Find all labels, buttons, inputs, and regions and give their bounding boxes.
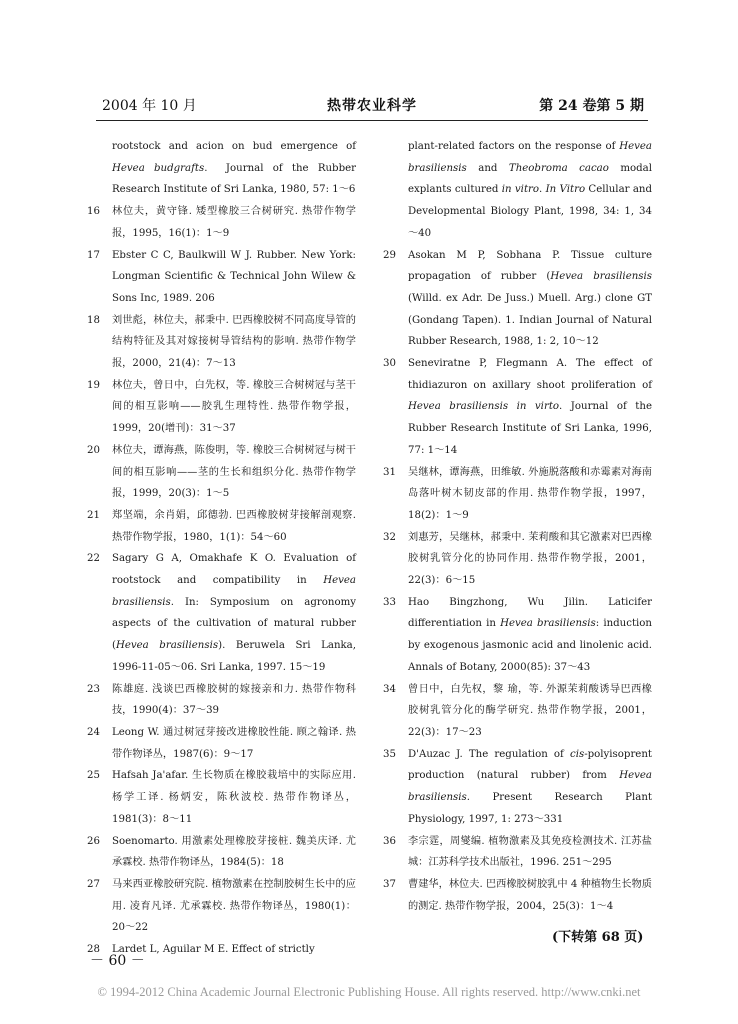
reference-text: Ebster C C, Baulkwill W J. Rubber. New York: Longman Scientific & Technical John Wilew & Sons Inc, 1989. 206 xyxy=(112,249,356,304)
reference-31 xyxy=(380,462,652,527)
reference-text: D'Auzac J. The regulation of cis-polyisoprent production (natural rubber) from Hevea brasiliensis. Present Research Plant Physiology, 1997, 1: 273～331 xyxy=(408,748,652,825)
reference-text: 马来西亚橡胶研究院. 植物激素在控制胶树生长中的应用. 凌育凡译. 尤承霖校. 热带作物译丛，1980(1)：20～22 xyxy=(112,878,356,934)
running-header xyxy=(96,96,648,121)
page-number: － 60 － xyxy=(90,953,145,969)
reference-23 xyxy=(84,679,356,722)
reference-number: 23 xyxy=(87,683,100,695)
reference-21 xyxy=(84,505,356,548)
reference-text: 林位夫，黄守锋. 矮型橡胶三合树研究. 热带作物学报，1995，16(1)：1～9 xyxy=(112,206,356,239)
reference-text: 林位夫，曾日中，白先权，等. 橡胶三合树树冠与茎干间的相互影响——胶乳生理特性. 热带作物学报，1999，20(增刊)：31～37 xyxy=(112,379,356,435)
reference-text: 郑坚端，余肖娟，邱德勃. 巴西橡胶树芽接解剖观察. 热带作物学报，1980，1(1)：54～60 xyxy=(112,509,356,543)
reference-continuation xyxy=(380,136,652,245)
reference-text: 林位夫，谭海燕，陈俊明，等. 橡胶三合树树冠与树干间的相互影响——茎的生长和组织分化. 热带作物学报，1999，20(3)：1～5 xyxy=(112,444,356,500)
reference-number: 16 xyxy=(87,206,100,218)
reference-text: rootstock and acion on bud emergence of Hevea budgrafts. Journal of the Rubber Research Institute of Sri Lanka, 1980, 57: 1～6 xyxy=(112,141,356,196)
reference-number: 31 xyxy=(383,466,396,478)
reference-text: 李宗霆，周燮编. 植物激素及其免疫检测技术. 江苏盐城：江苏科学技术出版社，1996. 251～295 xyxy=(408,835,652,869)
reference-text: 刘惠芳，吴继林，郝秉中. 茉莉酸和其它激素对巴西橡胶树乳管分化的协同作用. 热带作物学报，2001，22(3)：6～15 xyxy=(408,531,652,587)
reference-column-left xyxy=(84,136,356,961)
reference-text: Leong W. 通过树冠芽接改进橡胶性能. 顾之翰译. 热带作物译丛，1987(6)：9～17 xyxy=(112,726,356,760)
reference-number: 37 xyxy=(383,878,396,890)
reference-number: 32 xyxy=(383,531,396,543)
reference-number: 26 xyxy=(87,835,100,847)
reference-36 xyxy=(380,831,652,874)
reference-30 xyxy=(380,353,652,462)
reference-32 xyxy=(380,527,652,592)
reference-number: 25 xyxy=(87,770,100,782)
copyright-footer: © 1994-2012 China Academic Journal Electronic Publishing House. All rights reserved. http://www.cnki.net xyxy=(97,985,641,999)
reference-number: 22 xyxy=(87,553,100,565)
reference-number: 18 xyxy=(87,314,100,326)
header-volume-issue: 第 24 卷第 5 期 xyxy=(539,98,644,114)
reference-27 xyxy=(84,874,356,939)
reference-number: 29 xyxy=(383,249,396,261)
reference-37 xyxy=(380,874,652,917)
reference-text: Lardet L, Aguilar M E. Effect of strictly xyxy=(112,944,315,956)
reference-20 xyxy=(84,440,356,505)
reference-16 xyxy=(84,201,356,244)
reference-text: Soenomarto. 用激素处理橡胶芽接桩. 魏美庆译. 尤承霖校. 热带作物译丛，1984(5)：18 xyxy=(112,835,356,869)
reference-18 xyxy=(84,310,356,375)
reference-text: 吴继林，谭海燕，田维敏. 外施脱落酸和赤霉素对海南岛落叶树木韧皮部的作用. 热带作物学报，1997，18(2)：1～9 xyxy=(408,466,652,521)
reference-text: 曾日中，白先权，黎 瑜，等. 外源茉莉酸诱导巴西橡胶树乳管分化的酶学研究. 热带作物学报，2001，22(3)：17～23 xyxy=(408,683,652,738)
reference-text: 陈雄庭. 浅谈巴西橡胶树的嫁接亲和力. 热带作物科技，1990(4)：37～39 xyxy=(112,683,356,717)
continued-note: (下转第 68 页) xyxy=(552,930,644,945)
reference-number: 19 xyxy=(87,379,100,391)
reference-column-right xyxy=(380,136,652,917)
reference-26 xyxy=(84,831,356,874)
reference-text: Asokan M P, Sobhana P. Tissue culture propagation of rubber (Hevea brasiliensis (Willd. ex Adr. De Juss.) Muell. Arg.) clone GT (Gondang Tapen). 1. Indian Journal of Natural Rubber Research, 1988, 1: 2, 10～12 xyxy=(408,249,652,348)
header-journal-title: 热带农业科学 xyxy=(327,98,417,114)
reference-text: plant-related factors on the response of Hevea brasiliensis and Theobroma cacao modal explants cultured in vitro. In Vitro Cellular and Developmental Biology Plant, 1998, 34: 1, 34～40 xyxy=(408,141,652,239)
reference-text: Hao Bingzhong, Wu Jilin. Laticifer differentiation in Hevea brasiliensis: induction by exogenous jasmonic acid and linolenic acid. Annals of Botany, 2000(85): 37～43 xyxy=(408,596,652,673)
reference-number: 24 xyxy=(87,726,100,738)
reference-number: 30 xyxy=(383,358,396,370)
reference-text: Sagary G A, Omakhafe K O. Evaluation of rootstock and compatibility in Hevea brasiliensis. In: Symposium on agronomy aspects of the cultivation of matural rubber (Hevea brasiliensis). Beruwela Sri Lanka, 1996-11-05～06. Sri Lanka, 1997. 15～19 xyxy=(112,553,356,673)
reference-number: 34 xyxy=(383,683,396,695)
reference-number: 36 xyxy=(383,835,396,847)
header-date: 2004 年 10 月 xyxy=(102,98,197,114)
reference-number: 28 xyxy=(87,944,100,956)
reference-number: 35 xyxy=(383,748,396,760)
reference-17 xyxy=(84,245,356,310)
reference-number: 27 xyxy=(87,878,100,890)
reference-24 xyxy=(84,722,356,765)
reference-34 xyxy=(380,679,652,744)
reference-25 xyxy=(84,765,356,830)
reference-number: 17 xyxy=(87,249,100,261)
reference-number: 21 xyxy=(87,509,100,521)
reference-19 xyxy=(84,375,356,440)
reference-35 xyxy=(380,744,652,831)
reference-text: Hafsah Ja'afar. 生长物质在橡胶栽培中的实际应用. 杨学工译. 杨炳安，陈秋波校. 热带作物译丛，1981(3)：8～11 xyxy=(112,770,356,825)
reference-number: 20 xyxy=(87,444,100,456)
reference-33 xyxy=(380,592,652,679)
reference-number: 33 xyxy=(383,596,396,608)
reference-text: 曹建华，林位夫. 巴西橡胶树胶乳中 4 种植物生长物质的测定. 热带作物学报，2004，25(3)：1～4 xyxy=(408,878,652,912)
reference-continuation xyxy=(84,136,356,201)
reference-text: Seneviratne P, Flegmann A. The effect of thidiazuron on axillary shoot proliferation of Hevea brasiliensis in virto. Journal of the Rubber Research Institute of Sri Lanka, 1996, 77: 1～14 xyxy=(408,358,652,456)
reference-29 xyxy=(380,245,652,354)
reference-text: 刘世彪，林位夫，郝秉中. 巴西橡胶树不同高度导管的结构特征及其对嫁接树导管结构的影响. 热带作物学报，2000，21(4)：7～13 xyxy=(112,314,356,370)
reference-22 xyxy=(84,548,356,678)
